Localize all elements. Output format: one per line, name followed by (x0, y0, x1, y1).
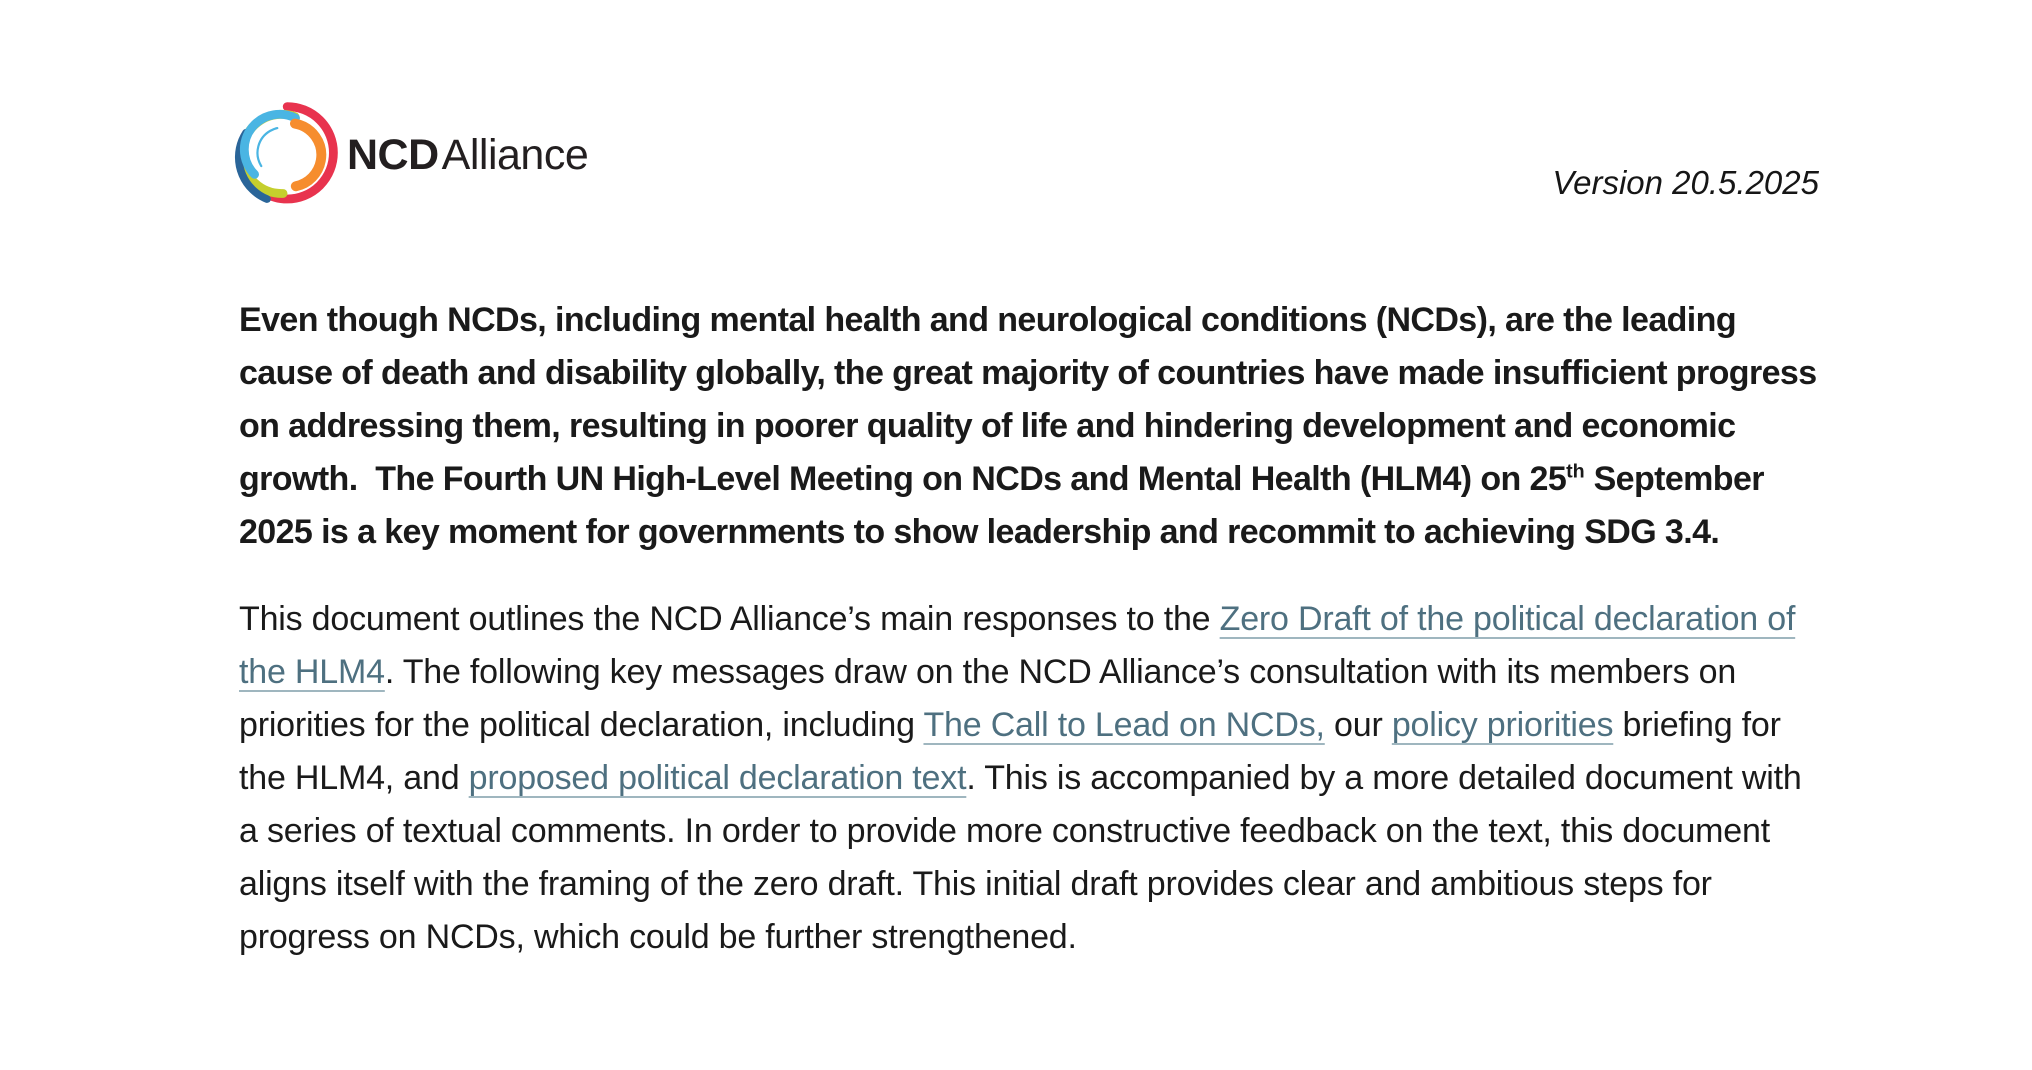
text-run: our (1324, 706, 1392, 744)
hyperlink[interactable]: proposed political declaration text (468, 759, 967, 797)
intro-paragraph (239, 294, 1823, 559)
logo-text-alliance: Alliance (441, 130, 589, 179)
hyperlink[interactable]: policy priorities (1391, 706, 1614, 744)
text-run: . This is accompanied by a more detailed document with a series of textual comments. In order to provide more constructive feedback on the text, this document aligns itself with the framing of the zero draft. This initial draft provides clear and ambitious steps for progress on NCDs, which could be further strengthened. (239, 759, 1802, 956)
text-run: briefing for the HLM4, and (239, 706, 1781, 797)
superscript-text: th (1566, 460, 1585, 483)
hyperlink[interactable]: Zero Draft of the political declaration of the HLM4 (239, 600, 1796, 691)
text-run: September 2025 is a key moment for governments to show leadership and recommit to achieving SDG 3.4. (239, 460, 1764, 551)
text-run: . The following key messages draw on the NCD Alliance’s consultation with its members on priorities for the political declaration, including (239, 653, 1737, 744)
version-label: Version 20.5.2025 (1552, 164, 1819, 201)
responses-paragraph (239, 593, 1823, 964)
hyperlink[interactable]: The Call to Lead on NCDs, (923, 706, 1325, 744)
text-run: Even though NCDs, including mental health and neurological conditions (NCDs), are the leading cause of death and disability globally, the great majority of countries have made insufficient progress on addressing them, resulting in poorer quality of life and hindering development and economic growth. The Fourth UN High-Level Meeting on NCDs and Mental Health (HLM4) on 25 (239, 301, 1817, 498)
logo-text-ncd: NCD (347, 130, 439, 179)
document-body (239, 294, 1823, 964)
text-run: This document outlines the NCD Alliance’s main responses to the (239, 600, 1220, 638)
